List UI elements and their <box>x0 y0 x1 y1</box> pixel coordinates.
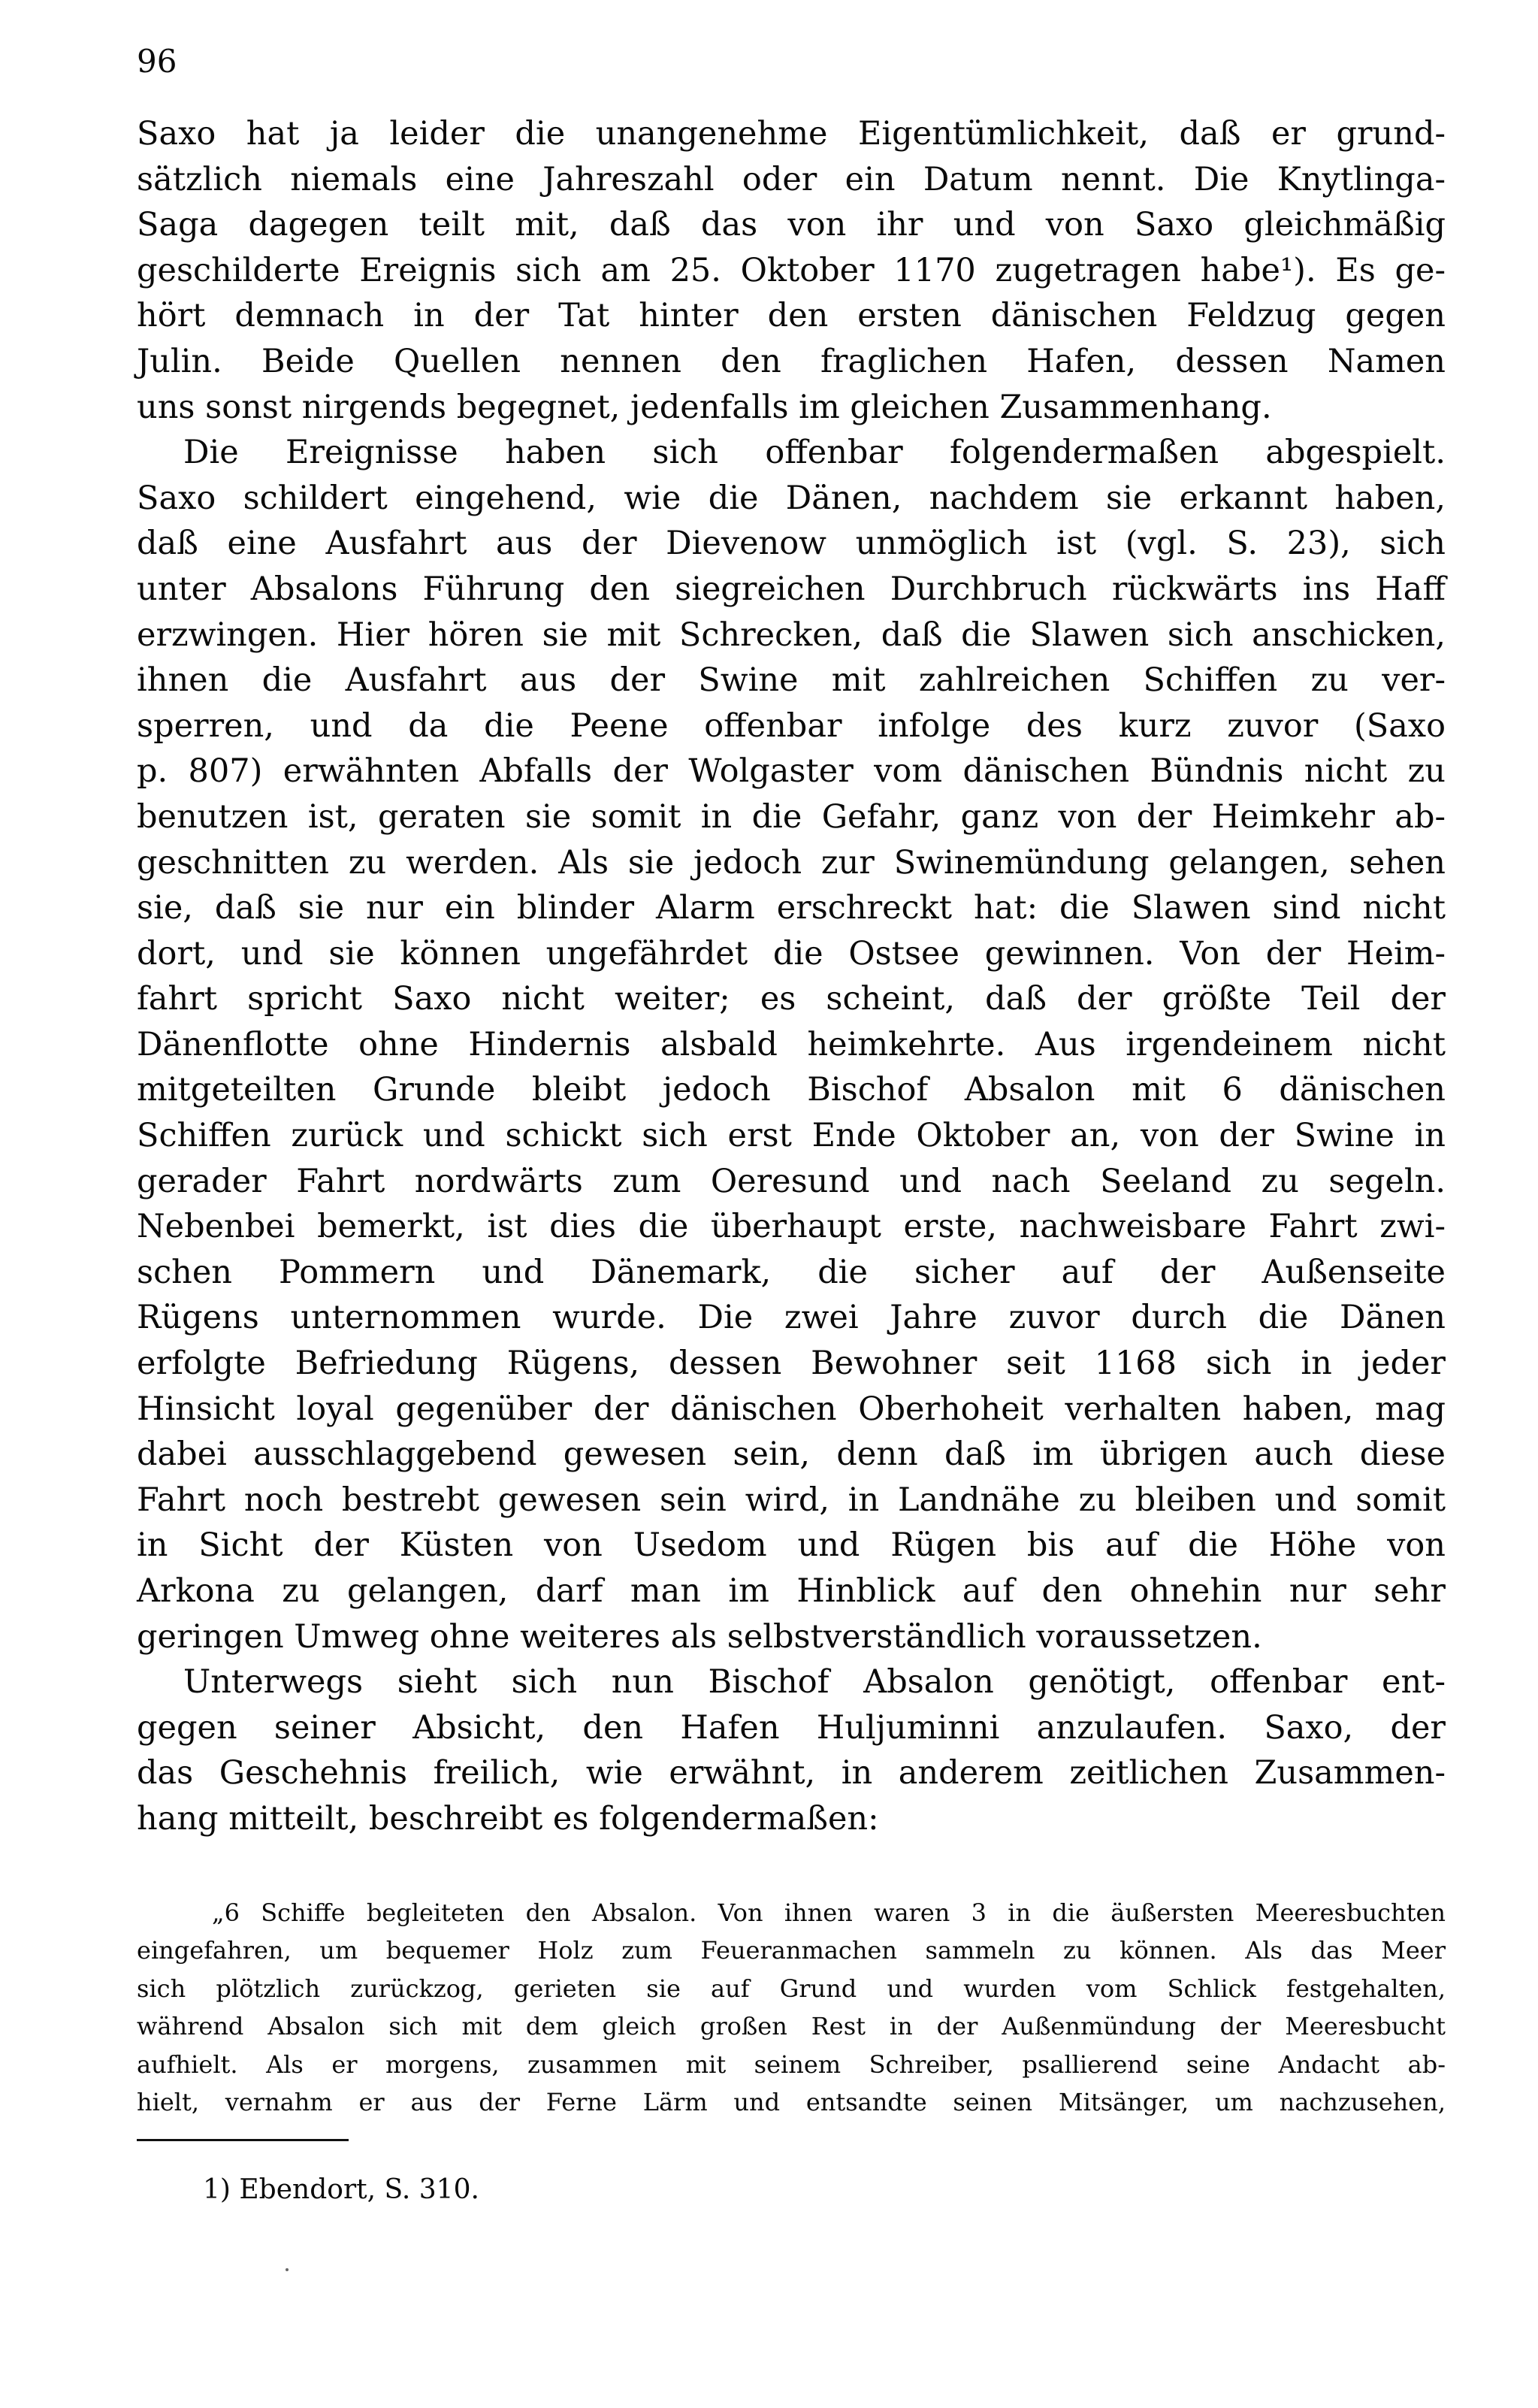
text-line: p. 807) erwähnten Abfalls der Wolgaster vom dänischen Bündnis nicht zu <box>137 752 1446 791</box>
text-line: Arkona zu gelangen, darf man im Hinblick auf den ohnehin nur sehr <box>137 1572 1446 1610</box>
text-line: benutzen ist, geraten sie somit in die Gefahr, ganz von der Heimkehr ab- <box>137 797 1446 836</box>
footnote <box>203 2169 479 2211</box>
text-line: hört demnach in der Tat hinter den ersten dänischen Feldzug gegen <box>137 297 1446 335</box>
text-line: Saxo schildert eingehend, wie die Dänen, nachdem sie erkannt haben, <box>137 479 1446 517</box>
quote-line: sich plötzlich zurückzog, gerieten sie auf Grund und wurden vom Schlick festgehalten, <box>137 1974 1446 2003</box>
quote-line: eingefahren, um bequemer Holz zum Feueranmachen sammeln zu können. Als das Meer <box>137 1936 1446 1965</box>
text-line: sie, daß sie nur ein blinder Alarm erschreckt hat: die Slawen sind nicht <box>137 889 1446 927</box>
text-line: Schiffen zurück und schickt sich erst Ende Oktober an, von der Swine in <box>137 1117 1446 1155</box>
text-line: Die Ereignisse haben sich offenbar folgendermaßen abgespielt. <box>183 434 1446 472</box>
text-line: Julin. Beide Quellen nennen den fraglichen Hafen, dessen Namen <box>137 342 1446 380</box>
text-line: dort, und sie können ungefährdet die Ostsee gewinnen. Von der Heim- <box>137 934 1446 973</box>
text-line: erfolgte Befriedung Rügens, dessen Bewohner seit 1168 sich in jeder <box>137 1345 1446 1383</box>
text-line: geschnitten zu werden. Als sie jedoch zur Swinemündung gelangen, sehen <box>137 843 1446 882</box>
footnote-divider <box>137 2139 349 2141</box>
footnote-text: Ebendort, S. 310. <box>239 2174 479 2205</box>
text-line: sätzlich niemals eine Jahreszahl oder ein Datum nennt. Die Knytlinga- <box>137 160 1446 198</box>
text-line: erzwingen. Hier hören sie mit Schrecken, daß die Slawen sich anschicken, <box>137 616 1446 654</box>
text-line: geschilderte Ereignis sich am 25. Oktober 1170 zugetragen habe¹). Es ge- <box>137 251 1446 289</box>
text-line: ihnen die Ausfahrt aus der Swine mit zahlreichen Schiffen zu ver- <box>137 661 1446 700</box>
text-line: sperren, und da die Peene offenbar infolge des kurz zuvor (Saxo <box>137 706 1446 745</box>
text-line: geringen Umweg ohne weiteres als selbstverständlich voraussetzen. <box>137 1617 1262 1656</box>
block-quote <box>137 1894 1446 2121</box>
text-line: das Geschehnis freilich, wie erwähnt, in anderem zeitlichen Zusammen- <box>137 1754 1446 1792</box>
text-line: mitgeteilten Grunde bleibt jedoch Bischof Absalon mit 6 dänischen <box>137 1071 1446 1109</box>
text-line: uns sonst nirgends begegnet, jedenfalls im gleichen Zusammenhang. <box>137 388 1272 426</box>
text-line: in Sicht der Küsten von Usedom und Rügen bis auf die Höhe von <box>137 1526 1446 1565</box>
footnote-marker: 1) <box>203 2174 231 2205</box>
text-line: schen Pommern und Dänemark, die sicher auf der Außenseite <box>137 1253 1446 1291</box>
text-line: unter Absalons Führung den siegreichen Durchbruch rückwärts ins Haff <box>137 570 1446 608</box>
text-line: daß eine Ausfahrt aus der Dievenow unmöglich ist (vgl. S. 23), sich <box>137 525 1446 563</box>
text-line: Nebenbei bemerkt, ist dies die überhaupt erste, nachweisbare Fahrt zwi- <box>137 1208 1446 1246</box>
text-line: fahrt spricht Saxo nicht weiter; es scheint, daß der größte Teil der <box>137 980 1446 1018</box>
print-speck <box>286 2268 289 2271</box>
quote-line: hielt, vernahm er aus der Ferne Lärm und entsandte seinen Mitsänger, um nachzusehen, <box>137 2088 1446 2117</box>
text-line: Rügens unternommen wurde. Die zwei Jahre zuvor durch die Dänen <box>137 1299 1446 1337</box>
text-line: Saxo hat ja leider die unangenehme Eigentümlichkeit, daß er grund- <box>137 115 1446 153</box>
quote-line: aufhielt. Als er morgens, zusammen mit seinem Schreiber, psallierend seine Andacht ab- <box>137 2050 1446 2079</box>
page-number: 96 <box>137 43 177 80</box>
text-line: Dänenflotte ohne Hindernis alsbald heimkehrte. Aus irgendeinem nicht <box>137 1025 1446 1063</box>
quote-line: während Absalon sich mit dem gleich großen Rest in der Außenmündung der Meeresbucht <box>137 2012 1446 2041</box>
text-line: hang mitteilt, beschreibt es folgendermaßen: <box>137 1799 879 1838</box>
text-line: Hinsicht loyal gegenüber der dänischen Oberhoheit verhalten haben, mag <box>137 1390 1446 1428</box>
main-text <box>137 111 1446 1842</box>
text-line: Saga dagegen teilt mit, daß das von ihr und von Saxo gleichmäßig <box>137 206 1446 244</box>
text-line: gerader Fahrt nordwärts zum Oeresund und nach Seeland zu segeln. <box>137 1162 1446 1200</box>
text-line: Fahrt noch bestrebt gewesen sein wird, in Landnähe zu bleiben und somit <box>137 1481 1446 1519</box>
text-line: Unterwegs sieht sich nun Bischof Absalon genötigt, offenbar ent- <box>183 1663 1446 1702</box>
text-line: dabei ausschlaggebend gewesen sein, denn daß im übrigen auch diese <box>137 1435 1446 1474</box>
text-line: gegen seiner Absicht, den Hafen Huljuminni anzulaufen. Saxo, der <box>137 1708 1446 1747</box>
quote-line: „6 Schiffe begleiteten den Absalon. Von ihnen waren 3 in die äußersten Meeresbuchten <box>212 1898 1446 1927</box>
